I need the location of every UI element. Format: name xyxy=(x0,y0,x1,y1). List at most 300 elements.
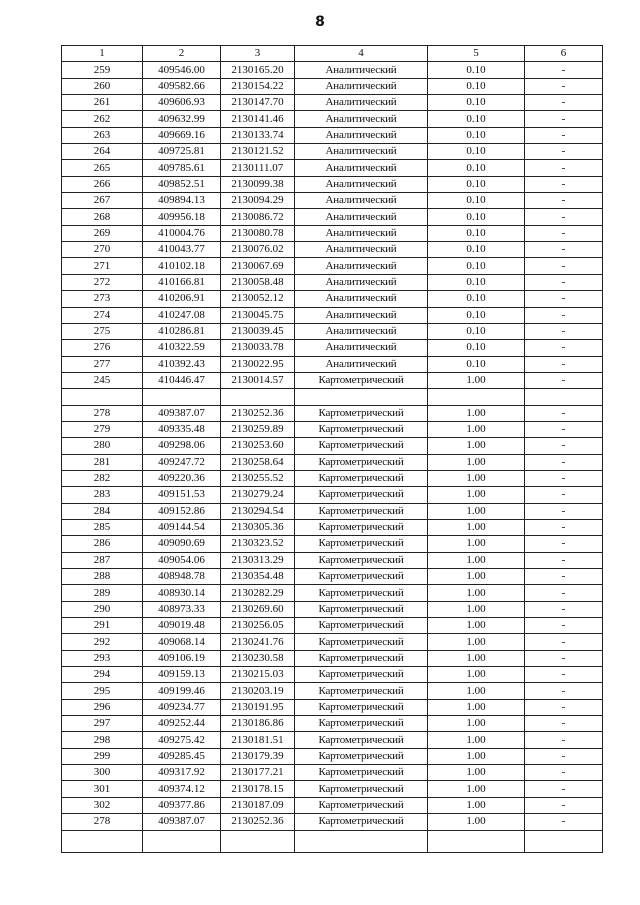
column-header-description: 6 xyxy=(525,46,603,62)
table-row xyxy=(62,765,603,781)
cell-description: - xyxy=(525,421,603,437)
cell-point-number: 302 xyxy=(62,797,143,813)
table-row xyxy=(62,62,603,78)
cell-y: 2130215.03 xyxy=(221,667,295,683)
cell-description xyxy=(525,830,603,852)
table-row xyxy=(62,683,603,699)
cell-x: 410392.43 xyxy=(143,356,221,372)
cell-method: Картометрический xyxy=(295,454,428,470)
cell-accuracy: 0.10 xyxy=(428,78,525,94)
cell-point-number: 262 xyxy=(62,111,143,127)
table-row xyxy=(62,421,603,437)
cell-description: - xyxy=(525,291,603,307)
cell-method: Картометрический xyxy=(295,732,428,748)
table-row xyxy=(62,242,603,258)
cell-y xyxy=(221,830,295,852)
cell-accuracy: 1.00 xyxy=(428,454,525,470)
cell-method xyxy=(295,389,428,405)
cell-x: 409669.16 xyxy=(143,127,221,143)
cell-y: 2130181.51 xyxy=(221,732,295,748)
cell-x: 409956.18 xyxy=(143,209,221,225)
cell-point-number: 267 xyxy=(62,193,143,209)
cell-accuracy: 1.00 xyxy=(428,372,525,388)
cell-description: - xyxy=(525,323,603,339)
cell-method: Аналитический xyxy=(295,127,428,143)
cell-accuracy: 1.00 xyxy=(428,552,525,568)
cell-x: 409317.92 xyxy=(143,765,221,781)
cell-accuracy: 0.10 xyxy=(428,323,525,339)
cell-y: 2130039.45 xyxy=(221,323,295,339)
cell-y: 2130294.54 xyxy=(221,503,295,519)
cell-x: 409152.86 xyxy=(143,503,221,519)
cell-method: Картометрический xyxy=(295,683,428,699)
cell-method: Аналитический xyxy=(295,193,428,209)
cell-method: Картометрический xyxy=(295,748,428,764)
table-row xyxy=(62,323,603,339)
cell-accuracy: 1.00 xyxy=(428,634,525,650)
cell-x: 409144.54 xyxy=(143,519,221,535)
cell-accuracy: 0.10 xyxy=(428,127,525,143)
cell-description: - xyxy=(525,667,603,683)
cell-point-number: 266 xyxy=(62,176,143,192)
cell-description: - xyxy=(525,650,603,666)
table-row xyxy=(62,650,603,666)
cell-x: 409632.99 xyxy=(143,111,221,127)
cell-y xyxy=(221,389,295,405)
cell-accuracy: 0.10 xyxy=(428,111,525,127)
cell-x: 408973.33 xyxy=(143,601,221,617)
cell-x: 410286.81 xyxy=(143,323,221,339)
cell-accuracy: 1.00 xyxy=(428,503,525,519)
cell-accuracy xyxy=(428,389,525,405)
cell-point-number: 272 xyxy=(62,274,143,290)
cell-method: Аналитический xyxy=(295,340,428,356)
cell-accuracy: 1.00 xyxy=(428,405,525,421)
cell-point-number: 280 xyxy=(62,438,143,454)
cell-accuracy: 0.10 xyxy=(428,307,525,323)
cell-method: Картометрический xyxy=(295,765,428,781)
cell-x xyxy=(143,830,221,852)
cell-x: 409199.46 xyxy=(143,683,221,699)
table-row xyxy=(62,127,603,143)
cell-method: Аналитический xyxy=(295,111,428,127)
cell-accuracy: 0.10 xyxy=(428,193,525,209)
cell-accuracy: 0.10 xyxy=(428,95,525,111)
column-header-method: 4 xyxy=(295,46,428,62)
cell-x: 409019.48 xyxy=(143,618,221,634)
cell-method: Картометрический xyxy=(295,699,428,715)
table-row xyxy=(62,372,603,388)
column-header-y: 3 xyxy=(221,46,295,62)
cell-description: - xyxy=(525,274,603,290)
cell-x xyxy=(143,389,221,405)
cell-y: 2130177.21 xyxy=(221,765,295,781)
cell-accuracy: 0.10 xyxy=(428,225,525,241)
cell-method: Аналитический xyxy=(295,356,428,372)
cell-description: - xyxy=(525,144,603,160)
table-row xyxy=(62,797,603,813)
cell-point-number: 286 xyxy=(62,536,143,552)
cell-point-number: 273 xyxy=(62,291,143,307)
cell-x: 409582.66 xyxy=(143,78,221,94)
cell-description: - xyxy=(525,814,603,830)
table-row xyxy=(62,732,603,748)
cell-description: - xyxy=(525,127,603,143)
cell-description: - xyxy=(525,225,603,241)
cell-method: Картометрический xyxy=(295,650,428,666)
cell-point-number: 295 xyxy=(62,683,143,699)
cell-accuracy: 1.00 xyxy=(428,683,525,699)
table-header xyxy=(62,46,603,62)
cell-accuracy: 1.00 xyxy=(428,421,525,437)
cell-accuracy: 1.00 xyxy=(428,585,525,601)
cell-method: Аналитический xyxy=(295,323,428,339)
cell-point-number: 264 xyxy=(62,144,143,160)
cell-method: Картометрический xyxy=(295,797,428,813)
cell-y: 2130121.52 xyxy=(221,144,295,160)
cell-x: 410247.08 xyxy=(143,307,221,323)
cell-description: - xyxy=(525,797,603,813)
cell-y: 2130067.69 xyxy=(221,258,295,274)
cell-description: - xyxy=(525,765,603,781)
table-row xyxy=(62,356,603,372)
cell-description: - xyxy=(525,405,603,421)
table-row xyxy=(62,160,603,176)
cell-x: 409054.06 xyxy=(143,552,221,568)
cell-x: 409285.45 xyxy=(143,748,221,764)
cell-point-number: 293 xyxy=(62,650,143,666)
cell-method: Картометрический xyxy=(295,487,428,503)
cell-point-number: 261 xyxy=(62,95,143,111)
cell-accuracy: 1.00 xyxy=(428,536,525,552)
cell-description: - xyxy=(525,340,603,356)
table-row xyxy=(62,536,603,552)
table-row xyxy=(62,389,603,405)
cell-description: - xyxy=(525,699,603,715)
cell-accuracy: 1.00 xyxy=(428,732,525,748)
cell-y: 2130241.76 xyxy=(221,634,295,650)
table-row xyxy=(62,814,603,830)
cell-description: - xyxy=(525,536,603,552)
cell-accuracy: 0.10 xyxy=(428,274,525,290)
cell-description: - xyxy=(525,176,603,192)
table-row xyxy=(62,552,603,568)
cell-method: Картометрический xyxy=(295,438,428,454)
cell-x: 409106.19 xyxy=(143,650,221,666)
cell-method: Аналитический xyxy=(295,242,428,258)
table-row xyxy=(62,618,603,634)
cell-x: 408948.78 xyxy=(143,569,221,585)
cell-point-number: 259 xyxy=(62,62,143,78)
cell-description: - xyxy=(525,356,603,372)
cell-accuracy: 0.10 xyxy=(428,209,525,225)
column-header-x: 2 xyxy=(143,46,221,62)
cell-y: 2130058.48 xyxy=(221,274,295,290)
cell-accuracy: 0.10 xyxy=(428,144,525,160)
cell-description: - xyxy=(525,503,603,519)
cell-accuracy: 1.00 xyxy=(428,618,525,634)
cell-accuracy: 0.10 xyxy=(428,176,525,192)
cell-y: 2130269.60 xyxy=(221,601,295,617)
cell-y: 2130186.86 xyxy=(221,716,295,732)
cell-point-number: 271 xyxy=(62,258,143,274)
page-number: 8 xyxy=(315,14,325,30)
cell-accuracy: 1.00 xyxy=(428,765,525,781)
table-row xyxy=(62,634,603,650)
cell-description: - xyxy=(525,111,603,127)
cell-y: 2130191.95 xyxy=(221,699,295,715)
cell-point-number: 260 xyxy=(62,78,143,94)
cell-accuracy: 1.00 xyxy=(428,781,525,797)
cell-y: 2130052.12 xyxy=(221,291,295,307)
cell-point-number: 245 xyxy=(62,372,143,388)
cell-method: Картометрический xyxy=(295,470,428,486)
cell-point-number: 263 xyxy=(62,127,143,143)
table-row xyxy=(62,78,603,94)
cell-description: - xyxy=(525,62,603,78)
cell-x: 409151.53 xyxy=(143,487,221,503)
cell-x: 409298.06 xyxy=(143,438,221,454)
cell-method: Картометрический xyxy=(295,634,428,650)
cell-method: Аналитический xyxy=(295,176,428,192)
cell-x: 409220.36 xyxy=(143,470,221,486)
cell-description: - xyxy=(525,716,603,732)
table-row xyxy=(62,503,603,519)
table-row xyxy=(62,209,603,225)
table-row xyxy=(62,569,603,585)
cell-point-number xyxy=(62,389,143,405)
cell-x: 410166.81 xyxy=(143,274,221,290)
cell-y: 2130165.20 xyxy=(221,62,295,78)
cell-method: Аналитический xyxy=(295,274,428,290)
cell-method: Аналитический xyxy=(295,307,428,323)
table-row xyxy=(62,144,603,160)
cell-point-number: 278 xyxy=(62,405,143,421)
cell-point-number: 268 xyxy=(62,209,143,225)
table-row xyxy=(62,699,603,715)
cell-point-number: 276 xyxy=(62,340,143,356)
cell-description: - xyxy=(525,193,603,209)
cell-accuracy: 1.00 xyxy=(428,519,525,535)
cell-x: 410446.47 xyxy=(143,372,221,388)
cell-point-number: 275 xyxy=(62,323,143,339)
cell-description: - xyxy=(525,569,603,585)
cell-point-number: 288 xyxy=(62,569,143,585)
cell-x: 409387.07 xyxy=(143,814,221,830)
cell-method: Картометрический xyxy=(295,618,428,634)
cell-y: 2130258.64 xyxy=(221,454,295,470)
cell-description: - xyxy=(525,487,603,503)
table-row xyxy=(62,454,603,470)
cell-y: 2130255.52 xyxy=(221,470,295,486)
table-row xyxy=(62,438,603,454)
cell-y: 2130230.58 xyxy=(221,650,295,666)
cell-description: - xyxy=(525,470,603,486)
table-row xyxy=(62,274,603,290)
table-row xyxy=(62,781,603,797)
cell-x: 409159.13 xyxy=(143,667,221,683)
cell-y: 2130203.19 xyxy=(221,683,295,699)
cell-accuracy xyxy=(428,830,525,852)
cell-description: - xyxy=(525,552,603,568)
cell-point-number: 290 xyxy=(62,601,143,617)
cell-method: Картометрический xyxy=(295,716,428,732)
cell-y: 2130323.52 xyxy=(221,536,295,552)
cell-y: 2130259.89 xyxy=(221,421,295,437)
cell-x: 409374.12 xyxy=(143,781,221,797)
table-row xyxy=(62,95,603,111)
cell-x: 410043.77 xyxy=(143,242,221,258)
cell-method: Картометрический xyxy=(295,569,428,585)
cell-point-number: 285 xyxy=(62,519,143,535)
cell-accuracy: 0.10 xyxy=(428,258,525,274)
cell-x: 410102.18 xyxy=(143,258,221,274)
cell-method: Картометрический xyxy=(295,601,428,617)
cell-x: 409725.81 xyxy=(143,144,221,160)
table-row xyxy=(62,111,603,127)
cell-y: 2130279.24 xyxy=(221,487,295,503)
cell-description: - xyxy=(525,585,603,601)
cell-accuracy: 0.10 xyxy=(428,340,525,356)
cell-description: - xyxy=(525,683,603,699)
cell-y: 2130086.72 xyxy=(221,209,295,225)
table-body xyxy=(62,62,603,852)
cell-y: 2130147.70 xyxy=(221,95,295,111)
cell-method: Картометрический xyxy=(295,519,428,535)
cell-method: Аналитический xyxy=(295,95,428,111)
cell-x: 410004.76 xyxy=(143,225,221,241)
table-row xyxy=(62,667,603,683)
cell-y: 2130178.15 xyxy=(221,781,295,797)
cell-method: Аналитический xyxy=(295,291,428,307)
cell-point-number: 299 xyxy=(62,748,143,764)
cell-method: Картометрический xyxy=(295,552,428,568)
cell-description: - xyxy=(525,732,603,748)
cell-description: - xyxy=(525,438,603,454)
table-row xyxy=(62,748,603,764)
cell-x: 409852.51 xyxy=(143,176,221,192)
cell-point-number: 265 xyxy=(62,160,143,176)
cell-point-number: 291 xyxy=(62,618,143,634)
table-row xyxy=(62,487,603,503)
cell-x: 409606.93 xyxy=(143,95,221,111)
cell-point-number: 294 xyxy=(62,667,143,683)
cell-point-number: 301 xyxy=(62,781,143,797)
cell-point-number: 270 xyxy=(62,242,143,258)
cell-point-number: 281 xyxy=(62,454,143,470)
cell-accuracy: 1.00 xyxy=(428,438,525,454)
table-row xyxy=(62,258,603,274)
cell-y: 2130179.39 xyxy=(221,748,295,764)
cell-point-number: 292 xyxy=(62,634,143,650)
cell-y: 2130133.74 xyxy=(221,127,295,143)
header-row xyxy=(62,46,603,62)
column-header-accuracy: 5 xyxy=(428,46,525,62)
cell-accuracy: 1.00 xyxy=(428,716,525,732)
cell-point-number: 300 xyxy=(62,765,143,781)
cell-method: Аналитический xyxy=(295,160,428,176)
table-row xyxy=(62,340,603,356)
table-row xyxy=(62,176,603,192)
cell-y: 2130111.07 xyxy=(221,160,295,176)
cell-description: - xyxy=(525,372,603,388)
cell-description: - xyxy=(525,618,603,634)
cell-description: - xyxy=(525,209,603,225)
cell-accuracy: 1.00 xyxy=(428,601,525,617)
cell-description: - xyxy=(525,519,603,535)
cell-y: 2130354.48 xyxy=(221,569,295,585)
cell-accuracy: 0.10 xyxy=(428,356,525,372)
cell-description: - xyxy=(525,454,603,470)
cell-point-number: 289 xyxy=(62,585,143,601)
cell-point-number: 274 xyxy=(62,307,143,323)
cell-y: 2130014.57 xyxy=(221,372,295,388)
cell-accuracy: 1.00 xyxy=(428,814,525,830)
cell-method: Аналитический xyxy=(295,144,428,160)
table-row xyxy=(62,830,603,852)
cell-x: 409387.07 xyxy=(143,405,221,421)
cell-accuracy: 1.00 xyxy=(428,667,525,683)
cell-x: 410206.91 xyxy=(143,291,221,307)
cell-x: 408930.14 xyxy=(143,585,221,601)
cell-point-number: 278 xyxy=(62,814,143,830)
cell-y: 2130033.78 xyxy=(221,340,295,356)
cell-method: Картометрический xyxy=(295,781,428,797)
cell-accuracy: 1.00 xyxy=(428,569,525,585)
cell-point-number xyxy=(62,830,143,852)
cell-accuracy: 1.00 xyxy=(428,650,525,666)
cell-x: 409894.13 xyxy=(143,193,221,209)
cell-accuracy: 0.10 xyxy=(428,160,525,176)
cell-y: 2130099.38 xyxy=(221,176,295,192)
cell-point-number: 297 xyxy=(62,716,143,732)
cell-point-number: 287 xyxy=(62,552,143,568)
table-row xyxy=(62,470,603,486)
cell-x: 409234.77 xyxy=(143,699,221,715)
cell-x: 410322.59 xyxy=(143,340,221,356)
cell-x: 409090.69 xyxy=(143,536,221,552)
cell-y: 2130154.22 xyxy=(221,78,295,94)
table-row xyxy=(62,307,603,323)
cell-description: - xyxy=(525,601,603,617)
cell-description: - xyxy=(525,78,603,94)
cell-description: - xyxy=(525,307,603,323)
cell-point-number: 279 xyxy=(62,421,143,437)
cell-point-number: 269 xyxy=(62,225,143,241)
cell-x: 409785.61 xyxy=(143,160,221,176)
cell-description: - xyxy=(525,258,603,274)
cell-accuracy: 1.00 xyxy=(428,699,525,715)
table-row xyxy=(62,405,603,421)
cell-y: 2130045.75 xyxy=(221,307,295,323)
cell-description xyxy=(525,389,603,405)
cell-point-number: 283 xyxy=(62,487,143,503)
cell-y: 2130305.36 xyxy=(221,519,295,535)
cell-x: 409546.00 xyxy=(143,62,221,78)
cell-method: Аналитический xyxy=(295,78,428,94)
cell-x: 409377.86 xyxy=(143,797,221,813)
cell-method: Картометрический xyxy=(295,536,428,552)
table-row xyxy=(62,585,603,601)
cell-description: - xyxy=(525,748,603,764)
table-row xyxy=(62,716,603,732)
cell-method: Картометрический xyxy=(295,421,428,437)
cell-method: Картометрический xyxy=(295,667,428,683)
cell-method: Аналитический xyxy=(295,225,428,241)
cell-y: 2130094.29 xyxy=(221,193,295,209)
cell-x: 409247.72 xyxy=(143,454,221,470)
cell-x: 409252.44 xyxy=(143,716,221,732)
